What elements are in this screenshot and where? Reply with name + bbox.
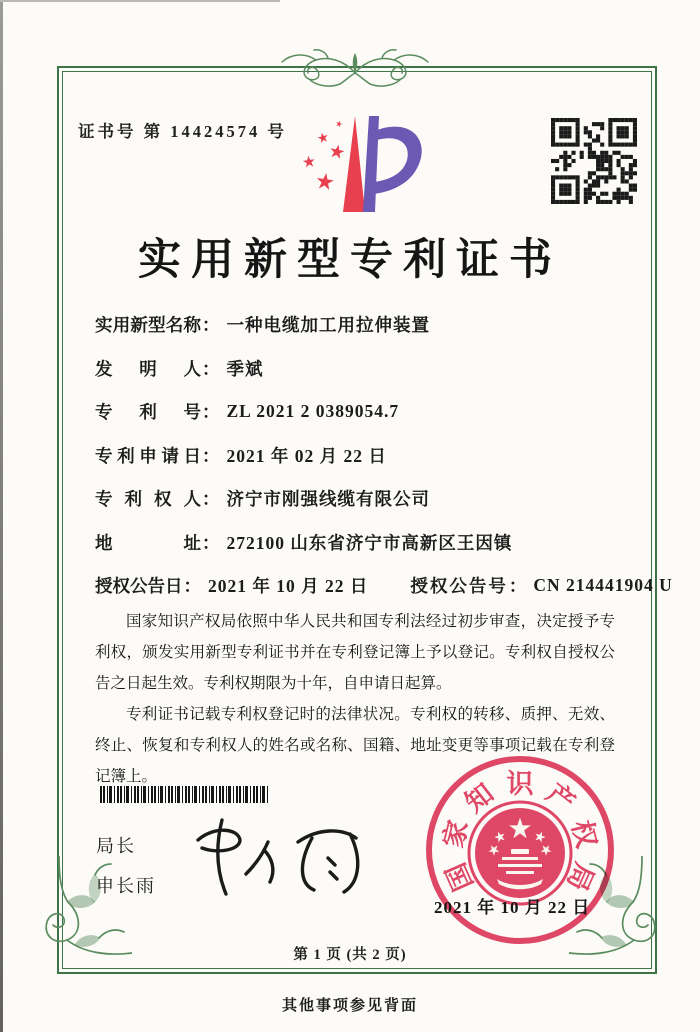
field-label: 地址 xyxy=(95,532,201,553)
field-value: 季斌 xyxy=(226,358,264,379)
logo-purple-bar xyxy=(363,116,379,212)
colon: ： xyxy=(202,445,220,466)
field-label: 实用新型名称 xyxy=(95,315,201,336)
cnipa-logo-icon xyxy=(293,110,441,218)
svg-text:知: 知 xyxy=(459,777,500,819)
signer-block xyxy=(96,832,156,912)
svg-text:国: 国 xyxy=(440,858,479,896)
barcode xyxy=(100,786,270,803)
svg-text:产: 产 xyxy=(540,777,581,819)
field-value: 2021 年 10 月 22 日 xyxy=(208,576,369,597)
field-value: ZL 2021 2 0389054.7 xyxy=(226,401,400,422)
field-address xyxy=(95,521,620,565)
top-flourish-ornament xyxy=(278,46,432,92)
seal-date: 2021 年 10 月 22 日 xyxy=(434,898,591,917)
field-value: CN 214441904 U xyxy=(533,575,673,596)
certificate-number: 证书号 第 14424574 号 xyxy=(78,122,287,141)
legal-paragraph-1: 国家知识产权局依照中华人民共和国专利法经过初步审查，决定授予专利权，颁发实用新型专利证书并在专利登记簿上予以登记。专利权自授权公告之日起生效。专利权期限为十年，自申请日起算。 xyxy=(95,613,615,692)
back-side-note: 其他事项参见背面 xyxy=(281,998,418,1014)
colon: ： xyxy=(202,489,220,510)
svg-text:局: 局 xyxy=(561,858,600,896)
page-number: 第 1 页 (共 2 页) xyxy=(293,947,407,963)
field-grant-date-and-number xyxy=(95,564,673,608)
scan-edge-top-shadow xyxy=(0,0,280,2)
national-emblem xyxy=(469,802,571,904)
svg-text:家: 家 xyxy=(438,817,474,851)
field-label: 专利申请日 xyxy=(95,445,201,466)
field-label: 专利号 xyxy=(95,402,201,423)
scan-edge-shadow xyxy=(0,0,3,1032)
signature-handwriting xyxy=(180,802,380,902)
logo-purple-bowl xyxy=(373,127,422,194)
svg-text:识: 识 xyxy=(506,769,534,799)
field-inventor xyxy=(95,347,620,391)
signer-title: 局长 xyxy=(96,836,136,856)
logo-stars xyxy=(302,120,345,191)
field-grant-number-group xyxy=(410,573,672,598)
field-label: 专利权人 xyxy=(95,489,201,510)
field-label: 授权公告号 xyxy=(410,576,508,597)
colon: ： xyxy=(202,402,220,423)
field-value: 济宁市刚强线缆有限公司 xyxy=(226,489,430,510)
field-patent-number xyxy=(95,390,620,434)
field-value: 272100 山东省济宁市高新区王因镇 xyxy=(226,532,513,553)
field-value: 一种电缆加工用拉伸装置 xyxy=(226,315,430,336)
qr-code xyxy=(551,118,637,204)
colon: ： xyxy=(508,576,527,597)
colon: ： xyxy=(202,532,220,553)
field-utility-model-name xyxy=(95,303,620,347)
certificate-title: 实用新型专利证书 xyxy=(138,237,562,284)
svg-text:权: 权 xyxy=(566,817,602,851)
field-label: 授权公告日 xyxy=(95,576,183,597)
field-patentee xyxy=(95,477,620,521)
colon: ： xyxy=(202,315,220,336)
logo-red-wedge xyxy=(343,116,365,212)
field-value: 2021 年 02 月 22 日 xyxy=(226,445,387,466)
colon: ： xyxy=(202,358,220,379)
field-filing-date xyxy=(95,434,620,478)
colon: ： xyxy=(183,576,201,597)
signer-name: 申长雨 xyxy=(96,876,156,896)
field-label: 发明人 xyxy=(95,358,201,379)
field-list xyxy=(95,303,673,608)
legal-paragraph-2: 专利证书记载专利权登记时的法律状况。专利权的转移、质押、无效、终止、恢复和专利权人的姓名或名称、国籍、地址变更等事项记载在专利登记簿上。 xyxy=(95,706,615,785)
